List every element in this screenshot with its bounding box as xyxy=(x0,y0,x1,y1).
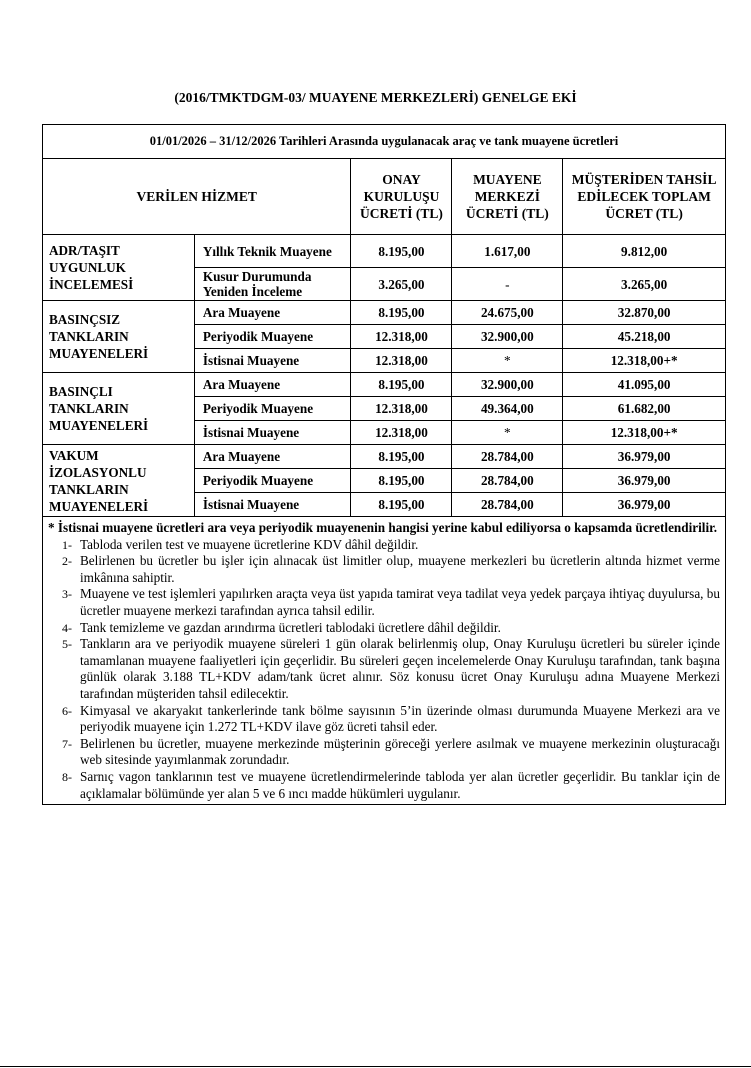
fee-table xyxy=(42,124,726,805)
center-fee-cell: 28.784,00 xyxy=(452,493,563,517)
note-text: Belirlenen bu ücretler bu işler için alınacak üst limitler olup, muayene merkezleri bu ücretlerin altında hizmet verme imkânına sahiptir. xyxy=(80,553,720,585)
total-fee-cell: 12.318,00+* xyxy=(563,349,726,373)
center-fee-cell: - xyxy=(452,268,563,301)
service-cell: Periyodik Muayene xyxy=(194,469,351,493)
onay-fee-cell: 12.318,00 xyxy=(351,421,452,445)
onay-fee-cell: 8.195,00 xyxy=(351,235,452,268)
onay-fee-cell: 12.318,00 xyxy=(351,325,452,349)
list-item xyxy=(48,703,720,736)
note-text: Belirlenen bu ücretler, muayene merkezinde müşterinin göreceği yerlere asılmak ve muayene merkezinin oluşturacağı web sitesinde yayımlanmak zorundadır. xyxy=(80,735,720,768)
center-fee-cell: * xyxy=(452,421,563,445)
service-cell: İstisnai Muayene xyxy=(194,421,351,445)
note-number: 2- xyxy=(62,554,72,569)
onay-fee-cell: 12.318,00 xyxy=(351,397,452,421)
total-fee-cell: 12.318,00+* xyxy=(563,421,726,445)
center-fee-cell: 49.364,00 xyxy=(452,397,563,421)
group-label: ADR/TAŞIT UYGUNLUK İNCELEMESİ xyxy=(43,235,195,301)
service-cell: İstisnai Muayene xyxy=(194,493,351,517)
service-cell: Yıllık Teknik Muayene xyxy=(194,235,351,268)
header-onay-fee: ONAY KURULUŞU ÜCRETİ (TL) xyxy=(351,159,452,235)
note-number: 5- xyxy=(62,637,72,652)
note-text: Muayene ve test işlemleri yapılırken araçta veya üst yapıda tamirat veya tadilat veya yedek parçaya ihtiyaç duyulursa, bu ücretler muayene merkezi tarafından ayrıca tahsil edilir. xyxy=(80,586,720,618)
note-text: Kimyasal ve akaryakıt tankerlerinde tank bölme sayısının 5’in üzerinde olması durumunda Muayene Merkezi ara ve periyodik muayene için 1.272 TL+KDV ilave göz ücreti tahsil eder. xyxy=(80,702,720,735)
note-text: Tabloda verilen test ve muayene ücretlerine KDV dâhil değildir. xyxy=(80,536,419,552)
group-label: BASINÇLI TANKLARIN MUAYENELERİ xyxy=(43,373,195,445)
list-item xyxy=(48,769,720,802)
note-number: 8- xyxy=(62,769,72,784)
service-cell: Ara Muayene xyxy=(194,373,351,397)
total-fee-cell: 41.095,00 xyxy=(563,373,726,397)
list-item xyxy=(48,620,720,637)
total-fee-cell: 36.979,00 xyxy=(563,469,726,493)
center-fee-cell: 24.675,00 xyxy=(452,301,563,325)
group-label: BASINÇSIZ TANKLARIN MUAYENELERİ xyxy=(43,301,195,373)
onay-fee-cell: 3.265,00 xyxy=(351,268,452,301)
total-fee-cell: 9.812,00 xyxy=(563,235,726,268)
table-row xyxy=(43,373,726,397)
onay-fee-cell: 8.195,00 xyxy=(351,469,452,493)
total-fee-cell: 36.979,00 xyxy=(563,445,726,469)
onay-fee-cell: 8.195,00 xyxy=(351,493,452,517)
total-fee-cell: 61.682,00 xyxy=(563,397,726,421)
notes-list xyxy=(48,537,720,803)
center-fee-cell: 1.617,00 xyxy=(452,235,563,268)
service-cell: Periyodik Muayene xyxy=(194,325,351,349)
note-number: 4- xyxy=(62,620,72,635)
center-fee-cell: * xyxy=(452,349,563,373)
list-item xyxy=(48,537,720,554)
total-fee-cell: 45.218,00 xyxy=(563,325,726,349)
header-service: VERİLEN HİZMET xyxy=(43,159,351,235)
document-title: (2016/TMKTDGM-03/ MUAYENE MERKEZLERİ) GENELGE EKİ xyxy=(174,90,577,105)
onay-fee-cell: 8.195,00 xyxy=(351,301,452,325)
note-number: 1- xyxy=(62,537,72,552)
notes-section xyxy=(43,517,726,805)
service-cell: Periyodik Muayene xyxy=(194,397,351,421)
onay-fee-cell: 12.318,00 xyxy=(351,349,452,373)
note-number: 3- xyxy=(62,587,72,602)
note-number: 6- xyxy=(62,703,72,718)
list-item xyxy=(48,736,720,769)
header-total-fee: MÜŞTERİDEN TAHSİL EDİLECEK TOPLAM ÜCRET (TL) xyxy=(563,159,726,235)
onay-fee-cell: 8.195,00 xyxy=(351,445,452,469)
onay-fee-cell: 8.195,00 xyxy=(351,373,452,397)
center-fee-cell: 28.784,00 xyxy=(452,469,563,493)
table-row xyxy=(43,445,726,469)
table-caption: 01/01/2026 – 31/12/2026 Tarihleri Arasında uygulanacak araç ve tank muayene ücretleri xyxy=(43,125,726,159)
header-center-fee: MUAYENE MERKEZİ ÜCRETİ (TL) xyxy=(452,159,563,235)
total-fee-cell: 3.265,00 xyxy=(563,268,726,301)
exceptional-fee-note: * İstisnai muayene ücretleri ara veya periyodik muayenenin hangisi yerine kabul ediliyorsa o kapsamda ücretlendirilir. xyxy=(48,520,718,535)
total-fee-cell: 32.870,00 xyxy=(563,301,726,325)
list-item xyxy=(48,586,720,619)
note-number: 7- xyxy=(62,736,72,751)
note-text: Tank temizleme ve gazdan arındırma ücretleri tablodaki ücretlere dâhil değildir. xyxy=(80,619,501,635)
center-fee-cell: 28.784,00 xyxy=(452,445,563,469)
list-item xyxy=(48,636,720,702)
service-cell: Ara Muayene xyxy=(194,301,351,325)
service-cell: İstisnai Muayene xyxy=(194,349,351,373)
list-item xyxy=(48,553,720,586)
service-cell: Ara Muayene xyxy=(194,445,351,469)
total-fee-cell: 36.979,00 xyxy=(563,493,726,517)
center-fee-cell: 32.900,00 xyxy=(452,325,563,349)
table-row xyxy=(43,235,726,268)
service-cell: Kusur Durumunda Yeniden İnceleme xyxy=(194,268,351,301)
page-bottom-rule xyxy=(0,1066,751,1067)
note-text: Tankların ara ve periyodik muayene süreleri 1 gün olarak belirlenmiş olup, Onay Kuruluşu ücretleri bu süreler içinde tamamlanan muayene faaliyetleri için geçerlidir. Bu süreleri geçen incelemelerde Onay Kuruluşu tarafından, tank başına günlük olarak 3.188 TL+KDV adam/tank ücret alınır. Söz konusu ücret Onay Kuruluşu adına Muayene Merkezi tarafından müşteriden tahsil edilecektir. xyxy=(80,636,720,701)
table-row xyxy=(43,301,726,325)
group-label: VAKUM İZOLASYONLU TANKLARIN MUAYENELERİ xyxy=(43,445,195,517)
center-fee-cell: 32.900,00 xyxy=(452,373,563,397)
note-text: Sarnıç vagon tanklarının test ve muayene ücretlendirmelerinde tabloda yer alan ücretler geçerlidir. Bu tanklar için de açıklamalar bölümünde yer alan 5 ve 6 ıncı madde hükümleri uygulanır. xyxy=(80,768,720,801)
